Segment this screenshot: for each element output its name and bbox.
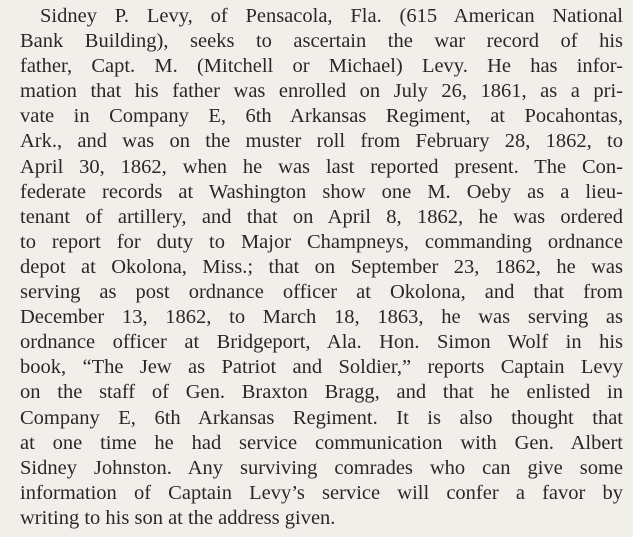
paragraph — [20, 4, 623, 531]
paragraph-line-17: Company E, 6th Arkansas Regiment. It is also thought that — [20, 406, 623, 429]
paragraph-line-2: Bank Building), seeks to ascertain the war record of his — [20, 30, 623, 53]
paragraph-line-12: serving as post ordnance officer at Okolona, and that from — [20, 281, 623, 304]
paragraph-line-20: information of Captain Levy’s service will confer a favor by — [20, 481, 623, 504]
paragraph-line-4: mation that his father was enrolled on July 26, 1861, as a pri- — [20, 80, 623, 103]
paragraph-line-10: to report for duty to Major Champneys, commanding ordnance — [20, 230, 623, 253]
paragraph-line-9: tenant of artillery, and that on April 8, 1862, he was ordered — [20, 205, 623, 228]
paragraph-line-11: depot at Okolona, Miss.; that on September 23, 1862, he was — [20, 255, 623, 278]
paragraph-line-6: Ark., and was on the muster roll from February 28, 1862, to — [20, 130, 623, 153]
paragraph-line-7: April 30, 1862, when he was last reported present. The Con- — [20, 155, 623, 178]
paragraph-line-16: on the staff of Gen. Braxton Bragg, and that he enlisted in — [20, 381, 623, 404]
paragraph-line-3: father, Capt. M. (Mitchell or Michael) Levy. He has infor- — [20, 55, 623, 78]
paragraph-line-19: Sidney Johnston. Any surviving comrades who can give some — [20, 456, 623, 479]
paragraph-line-15: book, “The Jew as Patriot and Soldier,” reports Captain Levy — [20, 356, 623, 379]
paragraph-line-18: at one time he had service communication with Gen. Albert — [20, 431, 623, 454]
paragraph-line-13: December 13, 1862, to March 18, 1863, he was serving as — [20, 306, 623, 329]
paragraph-line-21: writing to his son at the address given. — [20, 506, 336, 529]
paragraph-line-8: federate records at Washington show one M. Oeby as a lieu- — [20, 180, 623, 203]
paragraph-line-1: Sidney P. Levy, of Pensacola, Fla. (615 American National — [40, 5, 623, 27]
paragraph-line-5: vate in Company E, 6th Arkansas Regiment, at Pocahontas, — [20, 105, 623, 128]
paragraph-line-14: ordnance officer at Bridgeport, Ala. Hon. Simon Wolf in his — [20, 331, 623, 354]
